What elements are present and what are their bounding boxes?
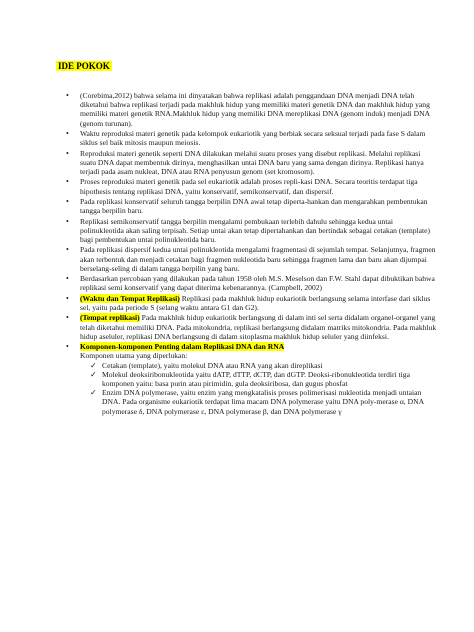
bullet-icon: • <box>66 196 69 206</box>
bullet-item <box>66 149 438 177</box>
bullet-text: (Corebima,2012) bahwa selama ini dinyatakan bahwa replikasi adalah penggandaan DNA menjadi DNA telah diketahui bahwa replikasi terjadi pada makhluk hidup yang memiliki materi genetik DNA dan makhluk hidup yang memiliki materi genetik RNA.Makhluk hidup yang memiliki DNA mereplikasi DNA (genom induk) menjadi DNA (genom turunan). <box>80 91 430 128</box>
bullet-text: Replikasi pada makhluk hidup eukariotik berlangsung selama interfase dari siklus sel, yaitu pada periode S (selang waktu antara G1 dan G2). <box>80 293 431 312</box>
bullet-icon: • <box>66 177 69 187</box>
bullet-text: Pada makhluk hidup eukariotik berlangsung di dalam inti sel serta didalam organel-organel yang telah diketahui memiliki DNA. Pada mitokondria, replikasi berlangsung didalam matriks mitokondria. Pada makhluk hidup aseluler, replikasi DNA berlangsung di dalam sitoplasma makhluk hidup seluler yang diinfeksi. <box>80 313 437 341</box>
bullet-icon: • <box>66 293 69 303</box>
sub-item-text: Molekul deoksiribonukleotida yaitu dATP, dTTP, dCTP, dan dGTP. Deoksi-ribonukleotida terdiri tiga komponen yaitu: basa purin atau pirimidin, gula deoksiribosa, dan gugus phosfat <box>102 369 410 388</box>
sub-lead: Komponen utama yang diperlukan: <box>80 351 188 361</box>
bullet-icon: • <box>66 274 69 284</box>
sub-item-text: Enzim DNA polymerase, yaitu enzim yang mengkatalisis proses polimerisasi nukleotida menjadi untaian DNA. Pada organisme eukariotik terdapat lima macam DNA polymerase yaitu DNA poly-merase α, DNA polymerase δ, DNA polymerase ε, DNA polymerase β, dan DNA polymerase γ <box>102 388 424 416</box>
bullet-list <box>56 91 438 416</box>
bullet-item <box>66 313 438 341</box>
bullet-text: Replikasi semikonservatif tangga berpilin mengalami pembukaan terlebih dahulu sehingga kedua untai polinukleotida akan saling terpisah. Setiap untai akan tetap dipertahankan dan bertindak sebagai cetakan (template) bagi pembentukan untai polinukleotida baru. <box>80 216 431 244</box>
bullet-text: Reproduksi materi genetik seperti DNA dilakukan melalui suatu proses yang disebut replikasi. Melalui replikasi suatu DNA dapat membentuk dirinya, menghasilkan untai DNA baru yang sama dengan dirinya. Replikasi hanya terjadi pada asam nukleat, DNA atau RNA penyusun genom (set kromosom). <box>80 148 424 176</box>
bullet-item <box>66 274 438 292</box>
bullet-text: Proses reproduksi materi genetik pada sel eukariotik adalah proses repli-kasi DNA. Secara teoritis terdapat tiga hipothesis tentang replikasi DNA, yaitu konservatif, semikonservatif, dan dispersif. <box>80 177 418 196</box>
sub-item <box>90 361 438 370</box>
sub-item <box>90 370 438 388</box>
bullet-icon: • <box>66 129 69 138</box>
checkmark-icon: ✓ <box>90 388 97 398</box>
sub-item <box>90 388 438 416</box>
bullet-item <box>66 197 438 215</box>
bullet-text: Berdasarkan percobaan yang dilakukan pada tahun 1958 oleh M.S. Meselson dan F.W. Stahl dapat dibuktikan bahwa replikasi semi konservatif yang dapat diterima kebenarannya. (Campbell, 2002) <box>80 274 435 293</box>
highlighted-label: (Tempat replikasi) <box>80 313 140 323</box>
bullet-item <box>66 294 438 312</box>
sub-list <box>80 361 438 416</box>
bullet-text: Pada replikasi dispersif kedua untai polinukleotida mengalami fragmentasi di sejumlah tempat. Selanjutnya, fragmen akan terbentuk dan menjadi cetakan bagi fragmen nukleotida baru sehingga fragmen lama dan baru akan dijumpai berselang-seling di dalam tangga berpilin yang baru. <box>80 245 436 273</box>
bullet-item <box>66 342 438 416</box>
section-heading: IDE POKOK <box>58 61 110 71</box>
sub-item-text: Cetakan (template), yaitu molekul DNA atau RNA yang akan direplikasi <box>102 360 323 370</box>
bullet-icon: • <box>66 313 69 323</box>
bullet-text: Pada replikasi konservatif seluruh tangga berpilin DNA awal tetap diperta-hankan dan mengarahkan pembentukan tangga berpilin baru. <box>80 196 428 216</box>
checkmark-icon: ✓ <box>90 360 97 370</box>
bullet-text: Waktu reproduksi materi genetik pada kelompok eukariotik yang berbiak secara seksual terjadi pada fase S dalam siklus sel baik mitosis maupun meiosis. <box>80 129 426 148</box>
bullet-icon: • <box>66 148 69 158</box>
bullet-item <box>66 245 438 273</box>
bullet-icon: • <box>66 342 69 352</box>
highlighted-label: Komponen-komponen Penting dalam Replikasi DNA dan RNA <box>80 342 285 352</box>
bullet-icon: • <box>66 216 69 226</box>
bullet-icon: • <box>66 91 69 100</box>
bullet-item <box>66 217 438 245</box>
checkmark-icon: ✓ <box>90 369 97 379</box>
bullet-item <box>66 91 438 128</box>
bullet-item <box>66 129 438 147</box>
bullet-item <box>66 177 438 195</box>
bullet-icon: • <box>66 245 69 255</box>
highlighted-label: (Waktu dan Tempat Replikasi) <box>80 293 180 303</box>
